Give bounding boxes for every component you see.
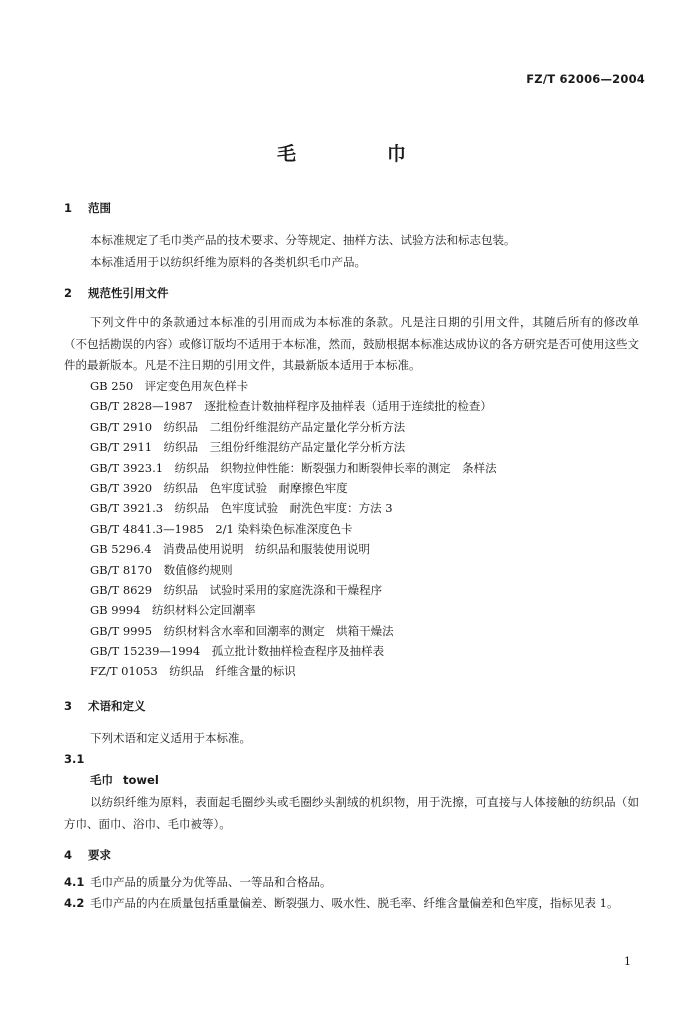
term-entry	[90, 772, 159, 788]
requirement-4-2	[64, 893, 639, 915]
reference-item: GB 250 评定变色用灰色样卡	[90, 379, 249, 393]
references-intro-paragraph: 下列文件中的条款通过本标准的引用而成为本标准的条款。凡是注日期的引用文件，其随后所有的修改单（不包括勘误的内容）或修订版均不适用于本标准，然而，鼓励根据本标准达成协议的各方研究是否可使用这些文件的最新版本。凡是不注日期的引用文件，其最新版本适用于本标准。	[64, 315, 639, 372]
scope-paragraph-1: 本标准规定了毛巾类产品的技术要求、分等规定、抽样方法、试验方法和标志包装。	[90, 233, 516, 247]
section-number: 4	[64, 848, 73, 862]
section-title: 规范性引用文件	[88, 286, 169, 300]
section-heading-terms	[64, 698, 146, 714]
reference-item: GB/T 15239—1994 孤立批计数抽样检查程序及抽样表	[90, 644, 385, 659]
section-number: 2	[64, 286, 73, 300]
standard-code: FZ/T 62006—2004	[526, 72, 645, 86]
reference-item: GB/T 8629 纺织品 试验时采用的家庭洗涤和干燥程序	[90, 582, 383, 597]
reference-item: GB 9994 纺织材料公定回潮率	[90, 603, 256, 618]
reference-item: GB/T 2910 纺织品 二组份纤维混纺产品定量化学分析方法	[90, 419, 406, 434]
section-heading-requirements	[64, 847, 111, 863]
reference-item: GB/T 2828—1987 逐批检查计数抽样程序及抽样表（适用于连续批的检查）	[90, 399, 492, 414]
section-number: 1	[64, 201, 73, 215]
term-definition: 以纺织纤维为原料，表面起毛圈纱头或毛圈纱头割绒的机织物，用于洗擦，可直接与人体接触的纺织品（如方巾、面巾、浴巾、毛巾被等）。	[64, 795, 639, 831]
term-number: 3.1	[64, 752, 85, 766]
scope-paragraph-2: 本标准适用于以纺织纤维为原料的各类机织毛巾产品。	[90, 255, 366, 269]
reference-item: GB/T 4841.3—1985 2/1 染料染色标准深度色卡	[90, 521, 353, 536]
section-title: 范围	[88, 201, 111, 215]
section-title: 要求	[88, 848, 111, 862]
requirement-4-1	[64, 872, 639, 894]
page-number: 1	[624, 955, 631, 968]
term-chinese: 毛巾	[90, 773, 113, 787]
requirement-text: 毛巾产品的内在质量包括重量偏差、断裂强力、吸水性、脱毛率、纤维含量偏差和色牢度，指标见表 1。	[90, 896, 619, 910]
section-number: 3	[64, 699, 73, 713]
reference-item: GB/T 8170 数值修约规则	[90, 562, 233, 577]
reference-item: GB/T 3921.3 纺织品 色牢度试验 耐洗色牢度：方法 3	[90, 501, 393, 516]
terms-intro: 下列术语和定义适用于本标准。	[90, 731, 251, 745]
document-title: 毛 巾	[276, 143, 442, 165]
section-heading-scope	[64, 200, 111, 216]
reference-list	[90, 378, 497, 684]
reference-item: GB/T 3920 纺织品 色牢度试验 耐摩擦色牢度	[90, 480, 348, 495]
reference-item: GB/T 2911 纺织品 三组份纤维混纺产品定量化学分析方法	[90, 440, 406, 455]
requirement-number: 4.1	[64, 875, 85, 889]
reference-item: GB/T 9995 纺织材料含水率和回潮率的测定 烘箱干燥法	[90, 623, 394, 638]
requirement-text: 毛巾产品的质量分为优等品、一等品和合格品。	[90, 875, 332, 889]
section-heading-normative-references	[64, 285, 169, 301]
requirement-number: 4.2	[64, 896, 85, 910]
reference-item: GB/T 3923.1 纺织品 织物拉伸性能：断裂强力和断裂伸长率的测定 条样法	[90, 460, 497, 475]
reference-item: FZ/T 01053 纺织品 纤维含量的标识	[90, 664, 296, 679]
reference-item: GB 5296.4 消费品使用说明 纺织品和服装使用说明	[90, 542, 371, 557]
section-title: 术语和定义	[88, 699, 146, 713]
term-english: towel	[123, 773, 159, 787]
